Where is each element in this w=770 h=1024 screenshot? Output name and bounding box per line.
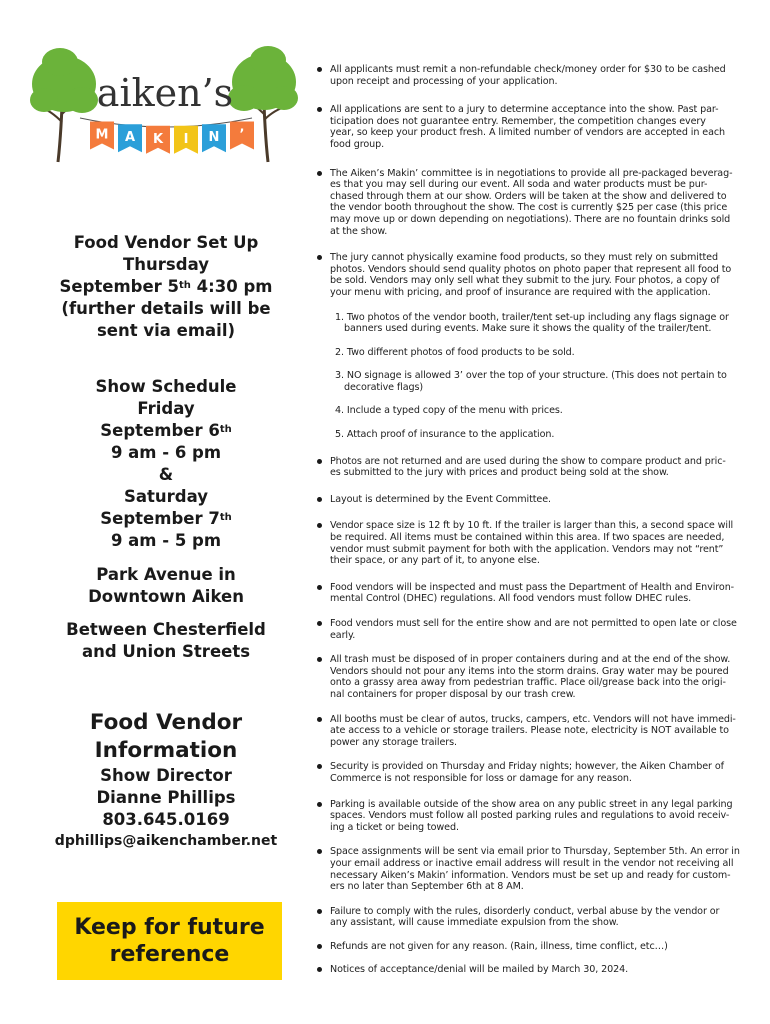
schedule-day-2: Saturday — [124, 487, 208, 506]
rule-line: decorative flags) — [344, 381, 424, 393]
director-title: Show Director — [100, 766, 232, 785]
setup-date: September 5th 4:30 pm — [59, 277, 273, 296]
rule-item — [316, 906, 752, 929]
numbered-requirement — [316, 370, 752, 393]
numbered-requirement — [316, 312, 752, 335]
schedule-date-1: September 6th — [100, 421, 232, 440]
numbered-requirement — [316, 429, 752, 441]
rule-item — [316, 761, 752, 784]
bunting-letter: M — [95, 127, 109, 143]
between-line-2: and Union Streets — [81, 642, 251, 661]
rule-line: Food vendors will be inspected and must pass the Department of Health and Environ- — [330, 581, 735, 593]
rule-line: All trash must be disposed of in proper containers during and at the end of the show. — [330, 654, 731, 666]
rule-line: Commerce is not responsible for loss or damage for any reason. — [330, 772, 632, 784]
bunting-flag — [118, 124, 142, 152]
rule-line: 2. Two different photos of food products to be sold. — [335, 346, 575, 358]
location-line-2: Downtown Aiken — [88, 587, 244, 606]
bunting-flag — [230, 122, 254, 150]
rule-line: Notices of acceptance/denial will be mailed by March 30, 2024. — [330, 964, 629, 976]
rule-item — [316, 654, 752, 700]
rule-line: 4. Include a typed copy of the menu with prices. — [335, 405, 563, 417]
schedule-time-1: 9 am - 6 pm — [110, 443, 222, 462]
logo-wordmark: aiken’s — [96, 71, 234, 115]
director-email[interactable]: dphillips@aikenchamber.net — [54, 833, 278, 849]
rule-line: at the show. — [330, 225, 388, 237]
rule-item — [316, 168, 752, 238]
location-line-1: Park Avenue in — [96, 565, 236, 584]
rule-line: your menu with pricing, and proof of insurance are required with the application. — [330, 286, 711, 298]
show-schedule — [24, 376, 308, 552]
rule-line: vendor must submit payment for both with the application. Vendors may not “rent” — [330, 543, 724, 555]
rule-line: banners used during events. Make sure it shows the quality of the trailer/tent. — [344, 323, 712, 335]
rule-line: Space assignments will be sent via email prior to Thursday, September 5th. An error in — [330, 846, 740, 858]
rule-item — [316, 964, 752, 976]
rule-line: The Aiken’s Makin’ committee is in negotiations to provide all pre-packaged beverag- — [330, 167, 733, 179]
rule-line: photos. Vendors should send quality photos on photo paper that represent all food to — [330, 263, 732, 275]
rule-item — [316, 494, 752, 506]
schedule-amp: & — [158, 465, 174, 484]
rule-item — [316, 104, 752, 150]
show-director-contact — [24, 765, 308, 831]
rule-line: Refunds are not given for any reason. (Rain, illness, time conflict, etc…) — [330, 940, 668, 952]
rule-line: 1. Two photos of the vendor booth, trailer/tent set-up including any flags signage or — [335, 311, 729, 323]
bunting-flag — [146, 126, 170, 154]
rule-line: any assistant, will cause immediate expulsion from the show. — [330, 917, 619, 929]
rule-line: ing a ticket or being towed. — [330, 821, 459, 833]
location-info — [24, 564, 308, 608]
schedule-date-2: September 7th — [100, 509, 232, 528]
rule-line: upon receipt and processing of your application. — [330, 75, 558, 87]
keep-line-1: Keep for future — [74, 915, 265, 940]
rule-line: spaces. Vendors must follow all posted parking rules and regulations to avoid receiv- — [330, 810, 730, 822]
rule-line: Security is provided on Thursday and Friday nights; however, the Aiken Chamber of — [330, 761, 724, 773]
rule-item — [316, 456, 752, 479]
rule-line: be sold. Vendors may only sell what they submit to the jury. Four photos, a copy of — [330, 275, 720, 287]
rule-item — [316, 582, 752, 605]
rule-line: es submitted to the jury with prices and product being sold at the show. — [330, 467, 669, 479]
bunting-letter: ’ — [239, 127, 245, 143]
rule-line: onto a grassy area away from pedestrian traffic. Place oil/grease back into the origi- — [330, 677, 726, 689]
rule-line: nal containers for proper disposal by our trash crew. — [330, 688, 576, 700]
bunting-flag — [90, 122, 114, 150]
rule-line: Parking is available outside of the show area on any public street in any legal parking — [330, 798, 733, 810]
numbered-requirement — [316, 347, 752, 359]
rule-line: All applicants must remit a non-refundable check/money order for $30 to be cashed — [330, 64, 726, 75]
bunting-flag — [174, 126, 198, 154]
setup-note-2: sent via email) — [96, 321, 236, 340]
aikens-makin-logo — [30, 44, 300, 170]
rule-line: 5. Attach proof of insurance to the application. — [335, 429, 555, 441]
setup-note-1: (further details will be — [61, 299, 271, 318]
bunting-letter: I — [183, 131, 189, 147]
schedule-title: Show Schedule — [95, 377, 237, 396]
bunting-letter: N — [208, 130, 220, 146]
rule-item — [316, 846, 752, 892]
numbered-requirement — [316, 405, 752, 417]
schedule-day-1: Friday — [137, 399, 195, 418]
rule-line: necessary Aiken’s Makin’ information. Vendors must be set up and ready for custom- — [330, 869, 731, 881]
rule-line: chased through them at our show. Orders will be taken at the show and delivered to — [330, 190, 727, 202]
rule-item — [316, 941, 752, 953]
bunting-letter: A — [124, 130, 136, 146]
rule-line: Food vendors must sell for the entire show and are not permitted to open late or close — [330, 618, 737, 629]
rule-item — [316, 252, 752, 298]
rule-line: their space, or any part of it, to anyone else. — [330, 555, 540, 567]
director-phone: 803.645.0169 — [102, 810, 230, 829]
rule-line: All applications are sent to a jury to determine acceptance into the show. Past par- — [330, 104, 719, 116]
vendor-rules-list — [316, 52, 752, 976]
between-line-1: Between Chesterfield — [66, 620, 266, 639]
keep-line-2: reference — [109, 942, 230, 967]
rule-line: Vendor space size is 12 ft by 10 ft. If the trailer is larger than this, a second space will — [330, 520, 734, 532]
bunting-flags — [90, 122, 254, 154]
rule-line: be required. All items must be contained within this area. If two spaces are needed, — [330, 532, 725, 544]
vendor-setup-info — [24, 232, 308, 342]
rule-line: mental Control (DHEC) regulations. All food vendors must follow DHEC rules. — [330, 593, 692, 605]
keep-for-reference-banner — [57, 902, 282, 980]
schedule-time-2: 9 am - 5 pm — [110, 531, 222, 550]
setup-day: Thursday — [123, 255, 209, 274]
rule-item — [316, 520, 752, 566]
rule-line: food group. — [330, 138, 385, 150]
bunting-flag — [202, 124, 226, 152]
setup-title: Food Vendor Set Up — [73, 233, 259, 252]
rule-line: may move up or down depending on negotiations). There are no fountain drinks sold — [330, 213, 731, 225]
rule-item — [316, 799, 752, 834]
rule-item — [316, 64, 752, 87]
rule-line: early. — [330, 629, 356, 641]
rule-line: es that you may sell during our event. All soda and water products must be pur- — [330, 179, 708, 191]
rule-line: Vendors should not pour any items into the storm drains. Gray water may be poured — [330, 665, 729, 677]
rule-line: 3. NO signage is allowed 3’ over the top of your structure. (This does not pertain to — [335, 370, 727, 382]
rule-line: Photos are not returned and are used during the show to compare product and pric- — [330, 455, 726, 467]
rule-line: power any storage trailers. — [330, 736, 457, 748]
page-title: Food Vendor Information — [89, 710, 243, 763]
rule-line: year, so keep your product fresh. A limited number of vendors are accepted in each — [330, 127, 726, 139]
rule-line: ate access to a vehicle or storage trailers. Please note, electricity is NOT available to — [330, 725, 729, 737]
rule-line: All booths must be clear of autos, trucks, campers, etc. Vendors will not have immedi- — [330, 713, 736, 725]
rule-line: The jury cannot physically examine food products, so they must rely on submitted — [330, 252, 718, 264]
rule-line: ers no later than September 6th at 8 AM. — [330, 881, 524, 893]
rule-item — [316, 714, 752, 749]
rule-item — [316, 618, 752, 641]
rule-line: your email address or inactive email address will result in the vendor not receiving all — [330, 857, 734, 869]
rule-line: Failure to comply with the rules, disorderly conduct, verbal abuse by the vendor or — [330, 905, 720, 917]
bunting-letter: K — [152, 131, 164, 147]
rule-line: Layout is determined by the Event Committee. — [330, 493, 551, 505]
left-tree-icon — [30, 48, 98, 162]
rule-line: the vendor booth throughout the show. The cost is currently $25 per case (this price — [330, 202, 728, 214]
cross-streets — [24, 619, 308, 663]
rule-line: ticipation does not guarantee entry. Remember, the competition changes every — [330, 115, 706, 127]
director-name: Dianne Phillips — [96, 788, 236, 807]
